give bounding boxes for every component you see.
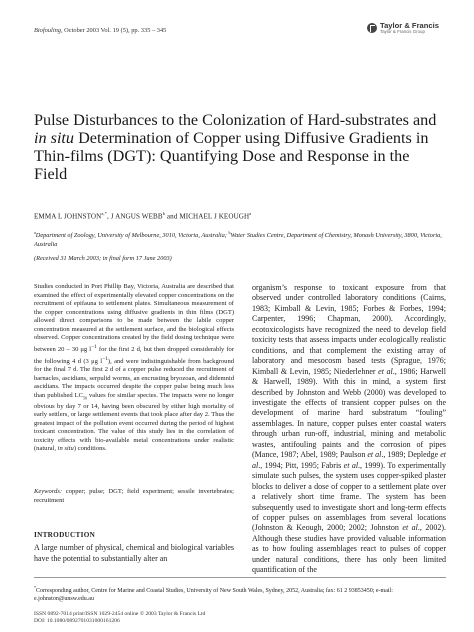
publisher-group: Taylor & Francis Group [380, 28, 425, 34]
author-list: EMMA L $JOHNSTON^{a,*}$, J ANGUS WEBB$^b$ and MICHAEL J KEOUGH$^a$ [34, 211, 252, 221]
body-right-column: organism’s response to toxicant exposure from that observed under controlled laboratory conditions (Cairns, 1983; Kimball & Levin, 1985; Forbes & Forbes, 1994; Carpenter, 1996; Chapman, 2000). Accordingly, ecotoxicologists have recognized the need to develop field toxicity tests that assess impacts under ecologically realistic conditions, and that complement the existing array of laboratory and mesocosm based tests (Sprague, 1976; Kimball & Levin, 1985; Niederlehner et al., 1986; Harwell & Harwell, 1989). With this in mind, a system first described by Johnston and Webb (2000) was developed to investigate the effects of transient copper pulses on the development of marine hard substratum “fouling” assemblages. In nature, copper pulses enter coastal waters through urban run-off, industrial, mining and metabolic wastes, antifouling paints and the corrosion of pipes (Mance, 1987; Abel, 1989; Paulson et al., 1989; Depledge et al., 1994; Pitt, 1995; Fabris et al., 1999). To experimentally simulate such pulses, the system uses copper-spiked plaster blocks to deliver a dose of copper to a settlement plate over a relatively short time frame. The system has been subsequently used to investigate short and long-term effects of copper pulses on assemblages from several locations (Johnston & Keough, 2000; 2002; Johnston et al., 2002). Although these studies have provided valuable information as to how fouling assemblages react to pulses of copper under natural conditions, there has only been limited quantification of the [252, 283, 447, 575]
doi-line: DOI: 10.1080/0892701031000161206 [34, 618, 120, 625]
footnote-divider [34, 577, 446, 578]
affiliations: $^a$Department of Zoology, University of Melbourne, 3010, Victoria, Australia; $^b$Water Studies Centre, Department of Chemistry, Monash University, 3800, Victoria, Australia [34, 230, 442, 249]
issn-line: ISSN 0892-7014 print/ISSN 1029-2454 online © 2003 Taylor & Francis Ltd [34, 611, 206, 617]
corresponding-author-footnote: *Corresponding author, Centre for Marine and Coastal Studies, University of New South Wales, Sydney, 2052, Australia; fax: 61 2 93853450; e-mail: e.johnston@unsw.edu.au [34, 585, 393, 602]
introduction-text: A large number of physical, chemical and biological variables have the potential to substantially alter an [34, 543, 234, 563]
publisher-name: Taylor & Francis [380, 20, 439, 30]
journal-header [34, 27, 166, 34]
abstract: Studies conducted in Port Phillip Bay, Victoria, Australia are described that examined the effect of experimentally elevated copper concentrations on the recruitment of epifauna to settlement plates. Simultaneous measurement of the copper concentrations using diffusive gradients in thin films (DGT) allowed direct comparisons to be made between the labile copper concentration measured at the settlement surface, and the biological effects observed. Copper concentrations created by the field dosing technique were between 20 – 30 μg $l^{-1}$ for the first 2 d, but then dropped considerably for the following 4 d (3 μg $l^{-1}$), and were indistinguishable from background for the final 7 d. The first 2 d of a copper pulse reduced the recruitment of barnacles, ascidians, serpulid worms, an encrusting bryozoan, and didemnid ascidians. The impacts occurred despite the copper pulse being much less than published $LC_{50}$ values for similar species. The impacts were no longer obvious by day 7 or 14, having been obscured by either high mortality of early settlers, or large settlement events that took place after day 2. Thus the greatest impact of the pollution event occurred during the period of highest toxicant concentration. The value of this study lies in the correlation of toxicity effects with bio-available metal concentrations under realistic (natural, in situ) conditions. [34, 283, 235, 453]
publisher-logo [367, 21, 447, 35]
received-dates: (Received 31 March 2003; in final form 17 June 2003) [34, 255, 172, 262]
introduction-heading: INTRODUCTION [34, 531, 96, 539]
journal-name: Biofouling [34, 27, 61, 34]
issue-info: , October 2003 Vol. 19 (5), pp. 335 – 345 [60, 27, 167, 34]
article-title: Pulse Disturbances to the Colonization of Hard-substrates and in situ Determination of Copper using Diffusive Gradients in Thin-films (DGT): Quantifying Dose and Response in the Field [34, 111, 437, 183]
publisher-emblem-icon [367, 23, 377, 33]
issn-doi [34, 611, 446, 625]
keywords: Keywords: copper; pulse; DGT; field experiment; sessile invertebrates; recruitment [34, 488, 234, 504]
